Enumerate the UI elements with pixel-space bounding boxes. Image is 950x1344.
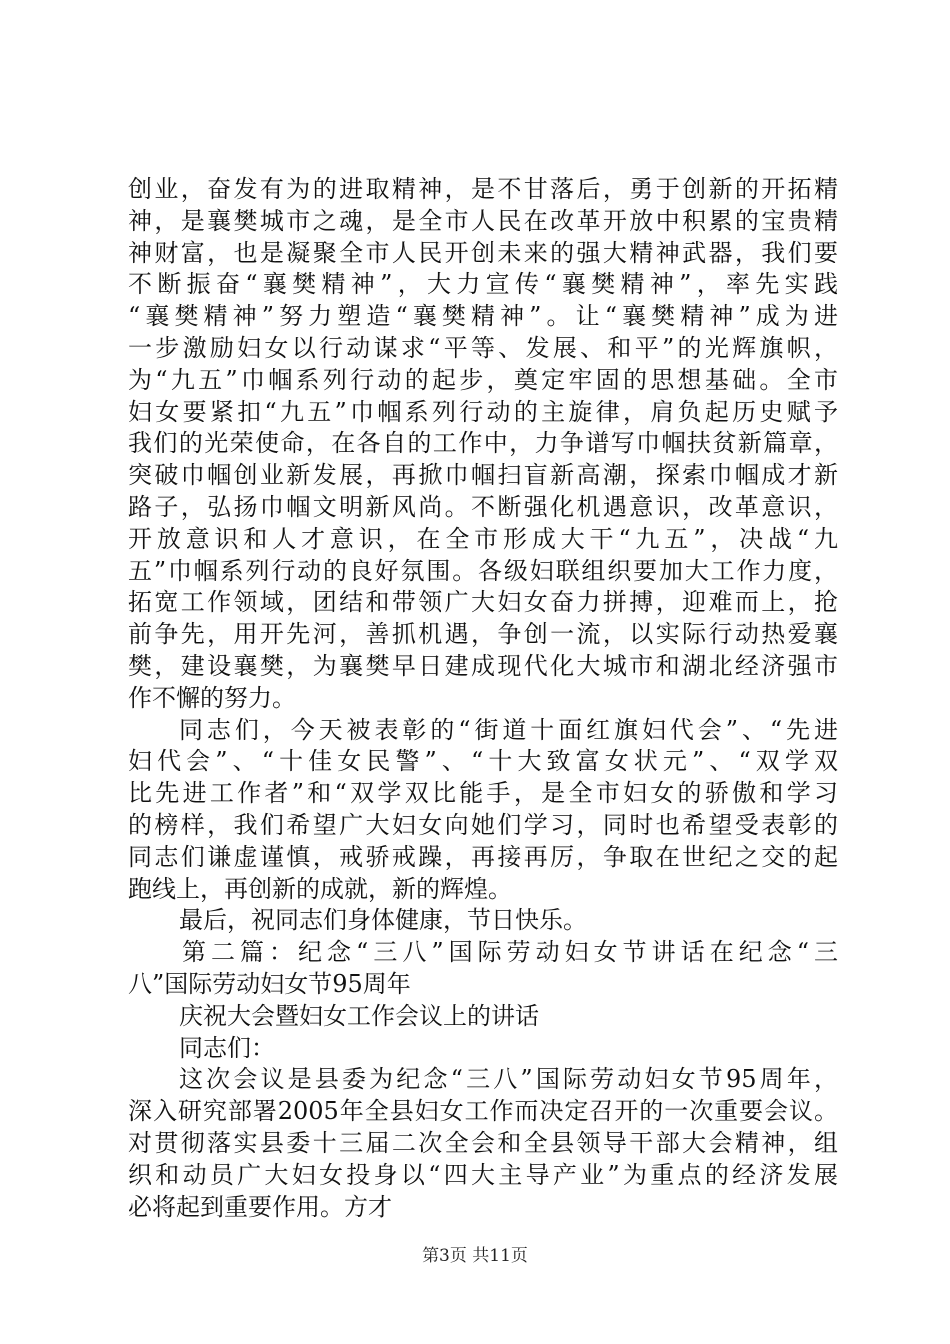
text-line: 的榜样，我们希望广大妇女向她们学习，同时也希望受表彰的 (128, 810, 838, 839)
text-line: 作不懈的努力。 (128, 683, 296, 712)
text-line: 路子，弘扬巾帼文明新风尚。不断强化机遇意识，改革意识， (128, 492, 838, 521)
text-line: 同志们谦虚谨慎，戒骄戒躁，再接再厉，争取在世纪之交的起 (128, 842, 838, 871)
text-line: 神财富，也是凝聚全市人民开创未来的强大精神武器，我们要 (128, 238, 838, 267)
text-line: 比先进工作者”和“双学双比能手，是全市妇女的骄傲和学习 (128, 779, 838, 808)
text-line: 庆祝大会暨妇女工作会议上的讲话 (179, 1001, 539, 1030)
text-line: 妇女要紧扣“九五”巾帼系列行动的主旋律，肩负起历史赋予 (128, 397, 838, 426)
text-line: 同志们，今天被表彰的“街道十面红旗妇代会”、“先进 (179, 715, 838, 744)
text-line: 必将起到重要作用。方才 (128, 1192, 392, 1221)
text-line: “襄樊精神”努力塑造“襄樊精神”。让“襄樊精神”成为进 (128, 302, 838, 331)
text-line: 织和动员广大妇女投身以“四大主导产业”为重点的经济发展 (128, 1160, 838, 1189)
text-line: 突破巾帼创业新发展，再掀巾帼扫盲新高潮，探索巾帼成才新 (128, 461, 838, 490)
text-line: 一步激励妇女以行动谋求“平等、发展、和平”的光辉旗帜， (128, 333, 838, 362)
page-footer: 第3页 共11页 (422, 1246, 528, 1266)
text-line: 开放意识和人才意识，在全市形成大干“九五”，决战“九 (128, 524, 838, 553)
text-line: 我们的光荣使命，在各自的工作中，力争谱写巾帼扶贫新篇章， (128, 429, 838, 458)
text-line: 神，是襄樊城市之魂，是全市人民在改革开放中积累的宝贵精 (128, 206, 838, 235)
text-line: 同志们： (179, 1033, 275, 1062)
document-body (128, 174, 838, 1223)
text-line: 为“九五”巾帼系列行动的起步，奠定牢固的思想基础。全市 (128, 365, 838, 394)
text-line: 拓宽工作领域，团结和带领广大妇女奋力拼搏，迎难而上，抢 (128, 588, 838, 617)
text-line: 前争先，用开先河，善抓机遇，争创一流，以实际行动热爱襄 (128, 620, 838, 649)
text-line: 对贯彻落实县委十三届二次全会和全县领导干部大会精神，组 (128, 1128, 838, 1157)
text-line: 樊，建设襄樊，为襄樊早日建成现代化大城市和湖北经济强市 (128, 651, 838, 680)
text-line: 第二篇：纪念“三八”国际劳动妇女节讲话在纪念“三 (182, 938, 838, 967)
text-line: 跑线上，再创新的成就，新的辉煌。 (128, 874, 512, 903)
text-line: 最后，祝同志们身体健康，节日快乐。 (179, 906, 587, 935)
text-line: 不断振奋“襄樊精神”，大力宣传“襄樊精神”，率先实践 (128, 270, 838, 299)
text-line: 八”国际劳动妇女节95周年 (128, 969, 411, 998)
text-line: 五”巾帼系列行动的良好氛围。各级妇联组织要加大工作力度， (128, 556, 838, 585)
text-line: 这次会议是县委为纪念“三八”国际劳动妇女节95周年， (179, 1065, 838, 1094)
text-line: 妇代会”、“十佳女民警”、“十大致富女状元”、“双学双 (128, 747, 838, 776)
text-line: 创业，奋发有为的进取精神，是不甘落后，勇于创新的开拓精 (128, 175, 838, 203)
text-line: 深入研究部署2005年全县妇女工作而决定召开的一次重要会议。 (128, 1097, 838, 1126)
